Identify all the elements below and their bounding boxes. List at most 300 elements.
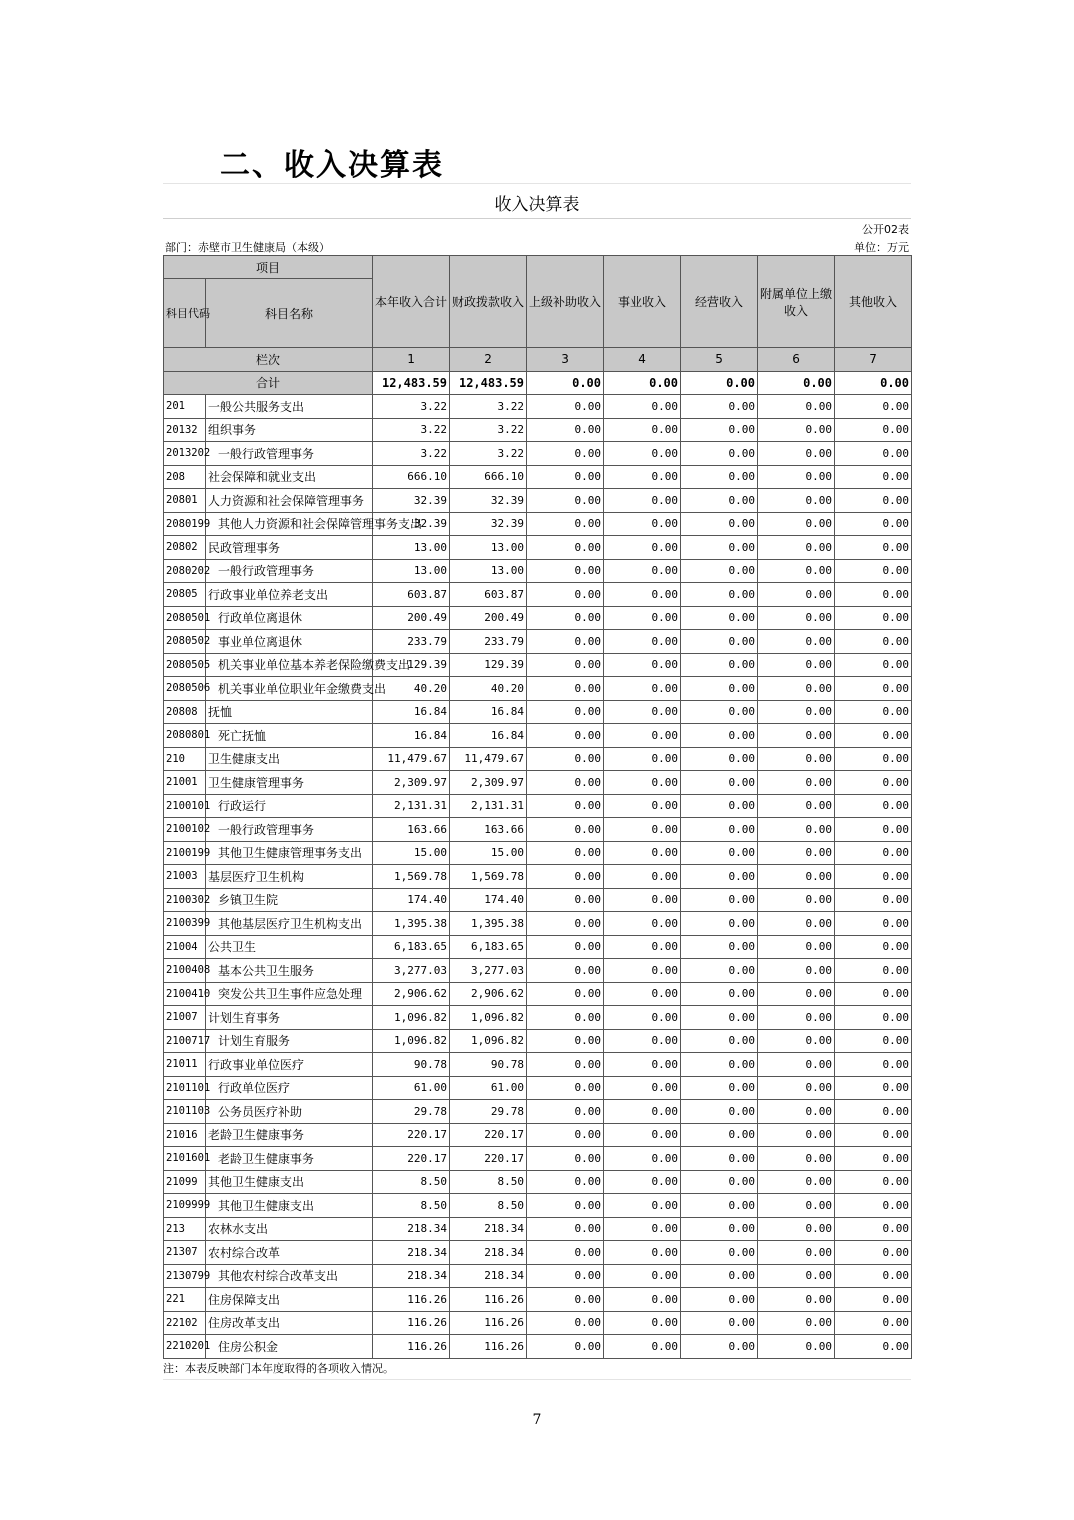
row-fiscal-income: 6,183.65	[450, 935, 527, 959]
row-name: 一般行政管理事务	[206, 442, 373, 466]
table-row	[164, 841, 912, 865]
row-operating-income: 0.00	[681, 982, 758, 1006]
row-total-income: 116.26	[373, 1335, 450, 1359]
row-name: 公共卫生	[206, 935, 373, 959]
department-row	[163, 237, 911, 255]
row-name: 老龄卫生健康事务	[206, 1147, 373, 1171]
row-superior-subsidy: 0.00	[527, 1053, 604, 1077]
row-name: 计划生育事务	[206, 1006, 373, 1030]
row-operating-income: 0.00	[681, 512, 758, 536]
row-other-income: 0.00	[835, 700, 912, 724]
row-affiliate-income: 0.00	[758, 1241, 835, 1265]
row-superior-subsidy: 0.00	[527, 1241, 604, 1265]
row-name: 社会保障和就业支出	[206, 465, 373, 489]
row-fiscal-income: 32.39	[450, 512, 527, 536]
row-affiliate-income: 0.00	[758, 888, 835, 912]
row-operating-income: 0.00	[681, 1170, 758, 1194]
row-fiscal-income: 1,096.82	[450, 1006, 527, 1030]
row-operating-income: 0.00	[681, 1006, 758, 1030]
row-operating-income: 0.00	[681, 630, 758, 654]
row-code: 20808	[164, 700, 206, 724]
row-fiscal-income: 218.34	[450, 1241, 527, 1265]
row-affiliate-income: 0.00	[758, 700, 835, 724]
row-code: 2080505	[164, 653, 206, 677]
row-code: 2100408	[164, 959, 206, 983]
row-superior-subsidy: 0.00	[527, 1076, 604, 1100]
table-row	[164, 700, 912, 724]
row-code: 20802	[164, 536, 206, 560]
row-fiscal-income: 13.00	[450, 536, 527, 560]
col-number: 3	[527, 348, 604, 372]
row-code: 2100717	[164, 1029, 206, 1053]
col-number: 2	[450, 348, 527, 372]
row-superior-subsidy: 0.00	[527, 677, 604, 701]
row-business-income: 0.00	[604, 794, 681, 818]
row-total-income: 2,906.62	[373, 982, 450, 1006]
row-name: 民政管理事务	[206, 536, 373, 560]
row-superior-subsidy: 0.00	[527, 1147, 604, 1171]
table-row	[164, 959, 912, 983]
row-code: 21003	[164, 865, 206, 889]
row-fiscal-income: 233.79	[450, 630, 527, 654]
row-code: 21099	[164, 1170, 206, 1194]
row-business-income: 0.00	[604, 1006, 681, 1030]
row-operating-income: 0.00	[681, 1053, 758, 1077]
row-name: 其他卫生健康管理事务支出	[206, 841, 373, 865]
row-affiliate-income: 0.00	[758, 1147, 835, 1171]
row-business-income: 0.00	[604, 583, 681, 607]
table-row	[164, 559, 912, 583]
row-business-income: 0.00	[604, 677, 681, 701]
row-total-income: 1,395.38	[373, 912, 450, 936]
row-total-income: 218.34	[373, 1264, 450, 1288]
row-fiscal-income: 116.26	[450, 1311, 527, 1335]
form-number: 公开02表	[862, 223, 909, 236]
income-table-sheet	[163, 183, 911, 1380]
row-operating-income: 0.00	[681, 1217, 758, 1241]
row-affiliate-income: 0.00	[758, 536, 835, 560]
row-business-income: 0.00	[604, 418, 681, 442]
row-name: 计划生育服务	[206, 1029, 373, 1053]
table-row	[164, 1335, 912, 1359]
row-fiscal-income: 1,096.82	[450, 1029, 527, 1053]
total-cell: 0.00	[681, 371, 758, 395]
row-name: 行政单位医疗	[206, 1076, 373, 1100]
row-fiscal-income: 2,309.97	[450, 771, 527, 795]
row-business-income: 0.00	[604, 1241, 681, 1265]
row-other-income: 0.00	[835, 888, 912, 912]
row-affiliate-income: 0.00	[758, 512, 835, 536]
row-operating-income: 0.00	[681, 1241, 758, 1265]
row-business-income: 0.00	[604, 1264, 681, 1288]
row-business-income: 0.00	[604, 1123, 681, 1147]
row-total-income: 40.20	[373, 677, 450, 701]
row-other-income: 0.00	[835, 771, 912, 795]
row-affiliate-income: 0.00	[758, 418, 835, 442]
row-name: 住房改革支出	[206, 1311, 373, 1335]
table-row	[164, 536, 912, 560]
row-other-income: 0.00	[835, 1053, 912, 1077]
row-superior-subsidy: 0.00	[527, 630, 604, 654]
row-other-income: 0.00	[835, 1123, 912, 1147]
header-col-2: 财政拨款收入	[450, 256, 527, 348]
row-total-income: 116.26	[373, 1311, 450, 1335]
col-number: 1	[373, 348, 450, 372]
row-name: 抚恤	[206, 700, 373, 724]
row-affiliate-income: 0.00	[758, 1123, 835, 1147]
footnote: 注：本表反映部门本年度取得的各项收入情况。	[163, 1359, 911, 1380]
table-row	[164, 512, 912, 536]
row-total-income: 218.34	[373, 1217, 450, 1241]
row-operating-income: 0.00	[681, 606, 758, 630]
table-row	[164, 465, 912, 489]
row-other-income: 0.00	[835, 1241, 912, 1265]
row-fiscal-income: 1,569.78	[450, 865, 527, 889]
row-fiscal-income: 61.00	[450, 1076, 527, 1100]
row-name: 突发公共卫生事件应急处理	[206, 982, 373, 1006]
row-superior-subsidy: 0.00	[527, 489, 604, 513]
row-business-income: 0.00	[604, 606, 681, 630]
row-code: 2100302	[164, 888, 206, 912]
unit-label: 单位：万元	[854, 241, 909, 254]
row-affiliate-income: 0.00	[758, 841, 835, 865]
row-code: 2080502	[164, 630, 206, 654]
row-code: 201	[164, 395, 206, 419]
col-number: 5	[681, 348, 758, 372]
row-code: 21011	[164, 1053, 206, 1077]
row-other-income: 0.00	[835, 959, 912, 983]
row-total-income: 13.00	[373, 536, 450, 560]
row-affiliate-income: 0.00	[758, 794, 835, 818]
row-affiliate-income: 0.00	[758, 583, 835, 607]
row-operating-income: 0.00	[681, 912, 758, 936]
row-name: 卫生健康管理事务	[206, 771, 373, 795]
row-code: 2080202	[164, 559, 206, 583]
row-superior-subsidy: 0.00	[527, 1194, 604, 1218]
row-operating-income: 0.00	[681, 583, 758, 607]
row-business-income: 0.00	[604, 1076, 681, 1100]
table-row	[164, 1217, 912, 1241]
row-fiscal-income: 8.50	[450, 1194, 527, 1218]
row-fiscal-income: 29.78	[450, 1100, 527, 1124]
row-business-income: 0.00	[604, 1217, 681, 1241]
header-row	[164, 256, 912, 279]
row-total-income: 666.10	[373, 465, 450, 489]
row-code: 2013202	[164, 442, 206, 466]
row-operating-income: 0.00	[681, 1335, 758, 1359]
row-affiliate-income: 0.00	[758, 465, 835, 489]
row-name: 死亡抚恤	[206, 724, 373, 748]
row-affiliate-income: 0.00	[758, 653, 835, 677]
table-row	[164, 771, 912, 795]
row-affiliate-income: 0.00	[758, 1170, 835, 1194]
row-business-income: 0.00	[604, 536, 681, 560]
header-col-7: 其他收入	[835, 256, 912, 348]
row-affiliate-income: 0.00	[758, 1288, 835, 1312]
table-row	[164, 1311, 912, 1335]
table-row	[164, 865, 912, 889]
table-row	[164, 653, 912, 677]
row-code: 2080199	[164, 512, 206, 536]
row-superior-subsidy: 0.00	[527, 442, 604, 466]
row-code: 2100101	[164, 794, 206, 818]
row-name: 机关事业单位基本养老保险缴费支出	[206, 653, 373, 677]
row-superior-subsidy: 0.00	[527, 912, 604, 936]
row-superior-subsidy: 0.00	[527, 536, 604, 560]
table-row	[164, 1241, 912, 1265]
row-other-income: 0.00	[835, 559, 912, 583]
row-other-income: 0.00	[835, 912, 912, 936]
row-code: 21004	[164, 935, 206, 959]
row-affiliate-income: 0.00	[758, 724, 835, 748]
col-number: 6	[758, 348, 835, 372]
row-fiscal-income: 666.10	[450, 465, 527, 489]
row-affiliate-income: 0.00	[758, 747, 835, 771]
table-row	[164, 794, 912, 818]
row-fiscal-income: 8.50	[450, 1170, 527, 1194]
row-affiliate-income: 0.00	[758, 1053, 835, 1077]
row-superior-subsidy: 0.00	[527, 1311, 604, 1335]
table-row	[164, 630, 912, 654]
table-row	[164, 677, 912, 701]
row-code: 210	[164, 747, 206, 771]
income-table	[163, 255, 912, 1359]
row-code: 21307	[164, 1241, 206, 1265]
row-operating-income: 0.00	[681, 747, 758, 771]
row-other-income: 0.00	[835, 794, 912, 818]
row-code: 20132	[164, 418, 206, 442]
row-fiscal-income: 129.39	[450, 653, 527, 677]
row-fiscal-income: 603.87	[450, 583, 527, 607]
row-superior-subsidy: 0.00	[527, 841, 604, 865]
row-superior-subsidy: 0.00	[527, 395, 604, 419]
total-label: 合计	[164, 371, 373, 395]
row-name: 行政运行	[206, 794, 373, 818]
row-code: 21016	[164, 1123, 206, 1147]
row-name: 一般行政管理事务	[206, 559, 373, 583]
row-superior-subsidy: 0.00	[527, 1100, 604, 1124]
row-name: 一般公共服务支出	[206, 395, 373, 419]
table-row	[164, 1053, 912, 1077]
row-affiliate-income: 0.00	[758, 630, 835, 654]
row-other-income: 0.00	[835, 395, 912, 419]
row-operating-income: 0.00	[681, 888, 758, 912]
row-business-income: 0.00	[604, 771, 681, 795]
row-name: 其他人力资源和社会保障管理事务支出	[206, 512, 373, 536]
header-col-4: 事业收入	[604, 256, 681, 348]
row-fiscal-income: 32.39	[450, 489, 527, 513]
row-business-income: 0.00	[604, 1053, 681, 1077]
row-total-income: 11,479.67	[373, 747, 450, 771]
row-other-income: 0.00	[835, 935, 912, 959]
row-superior-subsidy: 0.00	[527, 1264, 604, 1288]
row-fiscal-income: 218.34	[450, 1217, 527, 1241]
row-operating-income: 0.00	[681, 395, 758, 419]
row-operating-income: 0.00	[681, 1076, 758, 1100]
row-affiliate-income: 0.00	[758, 1335, 835, 1359]
row-code: 2080506	[164, 677, 206, 701]
row-total-income: 32.39	[373, 512, 450, 536]
row-other-income: 0.00	[835, 982, 912, 1006]
row-fiscal-income: 16.84	[450, 724, 527, 748]
row-superior-subsidy: 0.00	[527, 1288, 604, 1312]
total-cell: 0.00	[758, 371, 835, 395]
row-business-income: 0.00	[604, 442, 681, 466]
row-name: 组织事务	[206, 418, 373, 442]
row-total-income: 3.22	[373, 395, 450, 419]
row-other-income: 0.00	[835, 818, 912, 842]
row-code: 20805	[164, 583, 206, 607]
row-fiscal-income: 200.49	[450, 606, 527, 630]
table-row	[164, 1029, 912, 1053]
row-business-income: 0.00	[604, 912, 681, 936]
row-superior-subsidy: 0.00	[527, 888, 604, 912]
row-operating-income: 0.00	[681, 700, 758, 724]
row-business-income: 0.00	[604, 395, 681, 419]
row-other-income: 0.00	[835, 418, 912, 442]
row-code: 21007	[164, 1006, 206, 1030]
row-operating-income: 0.00	[681, 1311, 758, 1335]
row-fiscal-income: 16.84	[450, 700, 527, 724]
row-other-income: 0.00	[835, 1029, 912, 1053]
row-total-income: 16.84	[373, 700, 450, 724]
row-fiscal-income: 3.22	[450, 418, 527, 442]
table-row	[164, 1264, 912, 1288]
row-other-income: 0.00	[835, 1217, 912, 1241]
row-code: 2101601	[164, 1147, 206, 1171]
row-name: 公务员医疗补助	[206, 1100, 373, 1124]
row-total-income: 8.50	[373, 1194, 450, 1218]
row-fiscal-income: 3,277.03	[450, 959, 527, 983]
row-total-income: 3.22	[373, 418, 450, 442]
row-other-income: 0.00	[835, 1194, 912, 1218]
table-row	[164, 1100, 912, 1124]
row-operating-income: 0.00	[681, 1264, 758, 1288]
row-fiscal-income: 218.34	[450, 1264, 527, 1288]
row-total-income: 218.34	[373, 1241, 450, 1265]
row-code: 221	[164, 1288, 206, 1312]
row-fiscal-income: 40.20	[450, 677, 527, 701]
row-other-income: 0.00	[835, 606, 912, 630]
row-total-income: 2,309.97	[373, 771, 450, 795]
row-operating-income: 0.00	[681, 1147, 758, 1171]
row-affiliate-income: 0.00	[758, 606, 835, 630]
row-superior-subsidy: 0.00	[527, 982, 604, 1006]
row-affiliate-income: 0.00	[758, 982, 835, 1006]
row-fiscal-income: 2,906.62	[450, 982, 527, 1006]
row-operating-income: 0.00	[681, 935, 758, 959]
row-superior-subsidy: 0.00	[527, 418, 604, 442]
row-affiliate-income: 0.00	[758, 935, 835, 959]
table-row	[164, 1194, 912, 1218]
page-number: 7	[532, 1412, 542, 1428]
row-code: 213	[164, 1217, 206, 1241]
row-total-income: 90.78	[373, 1053, 450, 1077]
row-affiliate-income: 0.00	[758, 818, 835, 842]
row-affiliate-income: 0.00	[758, 489, 835, 513]
table-row	[164, 912, 912, 936]
row-affiliate-income: 0.00	[758, 1264, 835, 1288]
row-fiscal-income: 3.22	[450, 442, 527, 466]
row-business-income: 0.00	[604, 489, 681, 513]
row-total-income: 163.66	[373, 818, 450, 842]
row-total-income: 61.00	[373, 1076, 450, 1100]
row-code: 2080801	[164, 724, 206, 748]
sheet-title: 收入决算表	[494, 195, 580, 215]
row-business-income: 0.00	[604, 512, 681, 536]
row-name: 行政事业单位养老支出	[206, 583, 373, 607]
header-name: 科目名称	[206, 279, 373, 348]
row-total-income: 15.00	[373, 841, 450, 865]
row-superior-subsidy: 0.00	[527, 700, 604, 724]
row-superior-subsidy: 0.00	[527, 794, 604, 818]
table-row	[164, 583, 912, 607]
row-superior-subsidy: 0.00	[527, 1123, 604, 1147]
total-cell: 0.00	[527, 371, 604, 395]
row-business-income: 0.00	[604, 865, 681, 889]
section-title: 二、收入决算表	[220, 148, 444, 183]
table-row	[164, 935, 912, 959]
table-row	[164, 1076, 912, 1100]
header-col-6: 附属单位上缴收入	[758, 256, 835, 348]
row-operating-income: 0.00	[681, 677, 758, 701]
row-superior-subsidy: 0.00	[527, 653, 604, 677]
row-business-income: 0.00	[604, 888, 681, 912]
row-operating-income: 0.00	[681, 1288, 758, 1312]
row-affiliate-income: 0.00	[758, 559, 835, 583]
row-fiscal-income: 220.17	[450, 1147, 527, 1171]
row-affiliate-income: 0.00	[758, 865, 835, 889]
row-superior-subsidy: 0.00	[527, 559, 604, 583]
row-fiscal-income: 13.00	[450, 559, 527, 583]
row-other-income: 0.00	[835, 1100, 912, 1124]
row-superior-subsidy: 0.00	[527, 724, 604, 748]
row-affiliate-income: 0.00	[758, 959, 835, 983]
department-label: 部门：赤壁市卫生健康局（本级）	[165, 241, 330, 254]
table-row	[164, 1288, 912, 1312]
row-code: 2100410	[164, 982, 206, 1006]
row-fiscal-income: 116.26	[450, 1288, 527, 1312]
row-fiscal-income: 11,479.67	[450, 747, 527, 771]
row-total-income: 29.78	[373, 1100, 450, 1124]
row-operating-income: 0.00	[681, 1123, 758, 1147]
row-fiscal-income: 174.40	[450, 888, 527, 912]
row-other-income: 0.00	[835, 724, 912, 748]
row-code: 2100199	[164, 841, 206, 865]
row-other-income: 0.00	[835, 512, 912, 536]
row-total-income: 8.50	[373, 1170, 450, 1194]
table-row	[164, 1147, 912, 1171]
total-cell: 0.00	[835, 371, 912, 395]
row-superior-subsidy: 0.00	[527, 935, 604, 959]
row-other-income: 0.00	[835, 1335, 912, 1359]
row-fiscal-income: 1,395.38	[450, 912, 527, 936]
row-other-income: 0.00	[835, 465, 912, 489]
row-other-income: 0.00	[835, 865, 912, 889]
row-operating-income: 0.00	[681, 653, 758, 677]
table-row	[164, 1006, 912, 1030]
row-code: 20801	[164, 489, 206, 513]
row-fiscal-income: 90.78	[450, 1053, 527, 1077]
row-name: 行政事业单位医疗	[206, 1053, 373, 1077]
row-code: 21001	[164, 771, 206, 795]
total-row	[164, 371, 912, 395]
row-name: 乡镇卫生院	[206, 888, 373, 912]
total-cell: 12,483.59	[373, 371, 450, 395]
table-row	[164, 418, 912, 442]
row-business-income: 0.00	[604, 1335, 681, 1359]
table-row	[164, 1123, 912, 1147]
